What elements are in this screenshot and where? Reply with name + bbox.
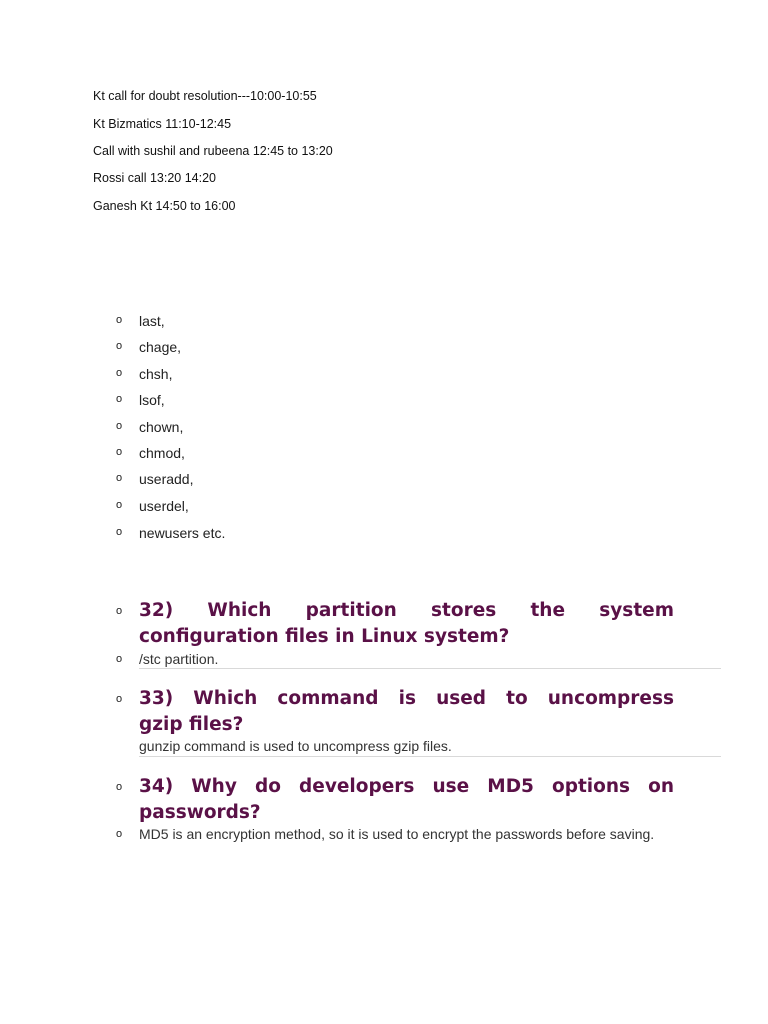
divider	[139, 756, 721, 757]
list-item: chage,	[139, 339, 182, 355]
question-heading-line: configuration files in Linux system?	[139, 626, 510, 647]
bullet-icon: o	[115, 472, 123, 484]
list-item: chmod,	[139, 445, 185, 461]
schedule-line-4: Rossi call 13:20 14:20	[93, 171, 216, 185]
question-heading-line: gzip files?	[139, 714, 244, 735]
question-heading-line: 33) Which command is used to uncompress	[139, 688, 674, 709]
list-item: newusers etc.	[139, 525, 226, 541]
bullet-icon: o	[115, 446, 123, 458]
bullet-icon: o	[115, 314, 123, 326]
bullet-icon: o	[115, 526, 123, 538]
bullet-icon: o	[115, 693, 123, 705]
list-item: chown,	[139, 419, 184, 435]
question-heading-line: passwords?	[139, 802, 261, 823]
bullet-icon: o	[115, 367, 123, 379]
answer-text-32: /stc partition.	[139, 651, 219, 667]
bullet-icon: o	[115, 499, 123, 511]
bullet-icon: o	[115, 605, 123, 617]
question-heading-33	[139, 686, 674, 738]
list-item: lsof,	[139, 392, 165, 408]
question-heading-line: 32) Which partition stores the system	[139, 600, 674, 621]
bullet-icon: o	[115, 653, 123, 665]
bullet-icon: o	[115, 393, 123, 405]
question-heading-34	[139, 774, 674, 826]
question-heading-32	[139, 598, 674, 650]
schedule-line-3: Call with sushil and rubeena 12:45 to 13:20	[93, 144, 333, 158]
list-item: userdel,	[139, 498, 189, 514]
question-heading-line: 34) Why do developers use MD5 options on	[139, 776, 674, 797]
schedule-line-2: Kt Bizmatics 11:10-12:45	[93, 117, 232, 131]
bullet-icon: o	[115, 420, 123, 432]
divider	[139, 668, 721, 669]
bullet-icon: o	[115, 340, 123, 352]
bullet-icon: o	[115, 828, 123, 840]
answer-text-33: gunzip command is used to uncompress gzip files.	[139, 738, 452, 754]
bullet-icon: o	[115, 781, 123, 793]
list-item: last,	[139, 313, 165, 329]
list-item: chsh,	[139, 366, 173, 382]
answer-text-34: MD5 is an encryption method, so it is used to encrypt the passwords before saving.	[139, 826, 655, 842]
schedule-line-5: Ganesh Kt 14:50 to 16:00	[93, 199, 236, 213]
list-item: useradd,	[139, 471, 194, 487]
schedule-line-1: Kt call for doubt resolution---10:00-10:55	[93, 89, 317, 103]
